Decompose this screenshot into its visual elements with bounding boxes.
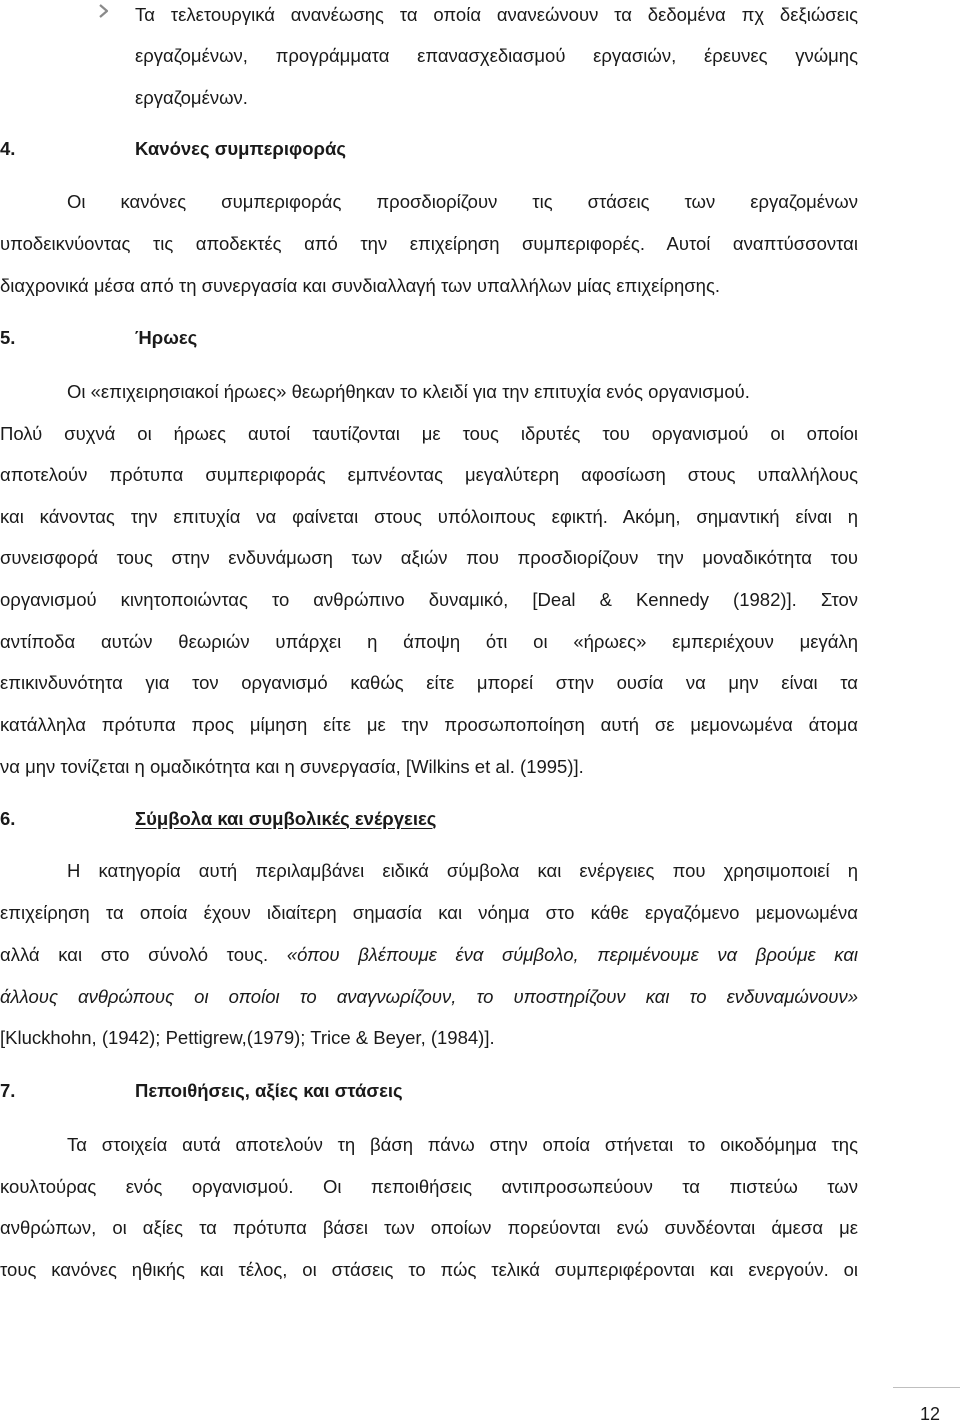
paragraph-line: Η κατηγορία αυτή περιλαμβάνει ειδικά σύμβολα και ενέργειες που χρησιμοποιεί η [67, 860, 858, 881]
quotation-line: άλλους ανθρώπους οι οποίοι το αναγνωρίζουν, το υποστηρίζουν και το ενδυναμώνουν» [0, 986, 858, 1007]
section-title: Ήρωες [135, 327, 198, 348]
bullet-line: εργαζομένων, προγράμματα επανασχεδιασμού εργασιών, έρευνες γνώμης [135, 45, 858, 66]
paragraph-line: Τα στοιχεία αυτά αποτελούν τη βάση πάνω στην οποία στήνεται το οικοδόμημα της [67, 1134, 858, 1155]
paragraph-line: να μην τονίζεται η ομαδικότητα και η συνεργασία, [Wilkins et al. (1995)]. [0, 756, 584, 777]
paragraph-line: τους κανόνες ηθικής και τέλος, οι στάσεις το πώς τελικά συμπεριφέρονται και ενεργούν. οι [0, 1259, 858, 1280]
bullet-line: Τα τελετουργικά ανανέωσης τα οποία ανανεώνουν τα δεδομένα πχ δεξιώσεις [135, 4, 858, 25]
paragraph-line: κατάλληλα πρότυπα προς μίμηση είτε με την προσωποποίηση αυτή σε μεμονωμένα άτομα [0, 714, 858, 735]
paragraph-line: Οι «επιχειρησιακοί ήρωες» θεωρήθηκαν το κλειδί για την επιτυχία ενός οργανισμού. [67, 381, 750, 402]
paragraph-line: Πολύ συχνά οι ήρωες αυτοί ταυτίζονται με τους ιδρυτές του οργανισμού οι οποίοι [0, 423, 858, 444]
paragraph-line: αποτελούν πρότυπα συμπεριφοράς εμπνέοντας μεγαλύτερη αφοσίωση στους υπαλλήλους [0, 464, 858, 485]
paragraph-line: ανθρώπων, οι αξίες τα πρότυπα βάσει των οποίων πορεύονται ενώ συνδέονται άμεσα με [0, 1217, 858, 1238]
paragraph-text: αλλά και στο σύνολό τους. [0, 944, 287, 965]
section-number: 4. [0, 138, 16, 159]
page-number: 12 [919, 1404, 940, 1424]
paragraph-line: επικινδυνότητα για τον οργανισμό καθώς είτε μπορεί στην ουσία να μην είναι τα [0, 672, 858, 693]
section-title: Σύμβολα και συμβολικές ενέργειες [135, 808, 437, 829]
paragraph-line: και κάνοντας την επιτυχία να φαίνεται στους υπόλοιπους εφικτή. Ακόμη, σημαντική είναι η [0, 506, 858, 527]
paragraph-line: υποδεικνύοντας τις αποδεκτές από την επιχείρηση συμπεριφορές. Αυτοί αναπτύσσονται [0, 233, 858, 254]
quotation-text: «όπου βλέπουμε ένα σύμβολο, περιμένουμε να βρούμε και [286, 944, 858, 965]
paragraph-line: επιχείρηση τα οποία έχουν ιδιαίτερη σημασία και νόημα στο κάθε εργαζόμενο μεμονωμένα [0, 902, 858, 923]
paragraph-line [0, 940, 858, 970]
citation-line: [Kluckhohn, (1942); Pettigrew,(1979); Trice & Beyer, (1984)]. [0, 1027, 495, 1048]
paragraph-line: οργανισμού κινητοποιώντας το ανθρώπινο δυναμικό, [Deal & Kennedy (1982)]. Στον [0, 589, 858, 610]
section-number: 5. [0, 327, 16, 348]
paragraph-line: κουλτούρας ενός οργανισμού. Οι πεποιθήσεις αντιπροσωπεύουν τα πιστεύω των [0, 1176, 858, 1197]
paragraph-line: συνεισφορά τους στην ενδυνάμωση των αξιών που προσδιορίζουν την μοναδικότητα του [0, 547, 858, 568]
section-number: 7. [0, 1080, 16, 1101]
section-title: Κανόνες συμπεριφοράς [135, 138, 346, 159]
bullet-line: εργαζομένων. [135, 87, 248, 108]
footer-divider [893, 1387, 960, 1388]
section-title: Πεποιθήσεις, αξίες και στάσεις [135, 1080, 403, 1101]
paragraph-line: αντίποδα αυτών θεωριών υπάρχει η άποψη ότι οι «ήρωες» εμπεριέχουν μεγάλη [0, 631, 858, 652]
arrow-bullet-icon [98, 4, 110, 18]
paragraph-line: διαχρονικά μέσα από τη συνεργασία και συνδιαλλαγή των υπαλλήλων μίας επιχείρησης. [0, 275, 721, 296]
paragraph-line: Οι κανόνες συμπεριφοράς προσδιορίζουν τις στάσεις των εργαζομένων [67, 191, 858, 212]
section-number: 6. [0, 808, 16, 829]
